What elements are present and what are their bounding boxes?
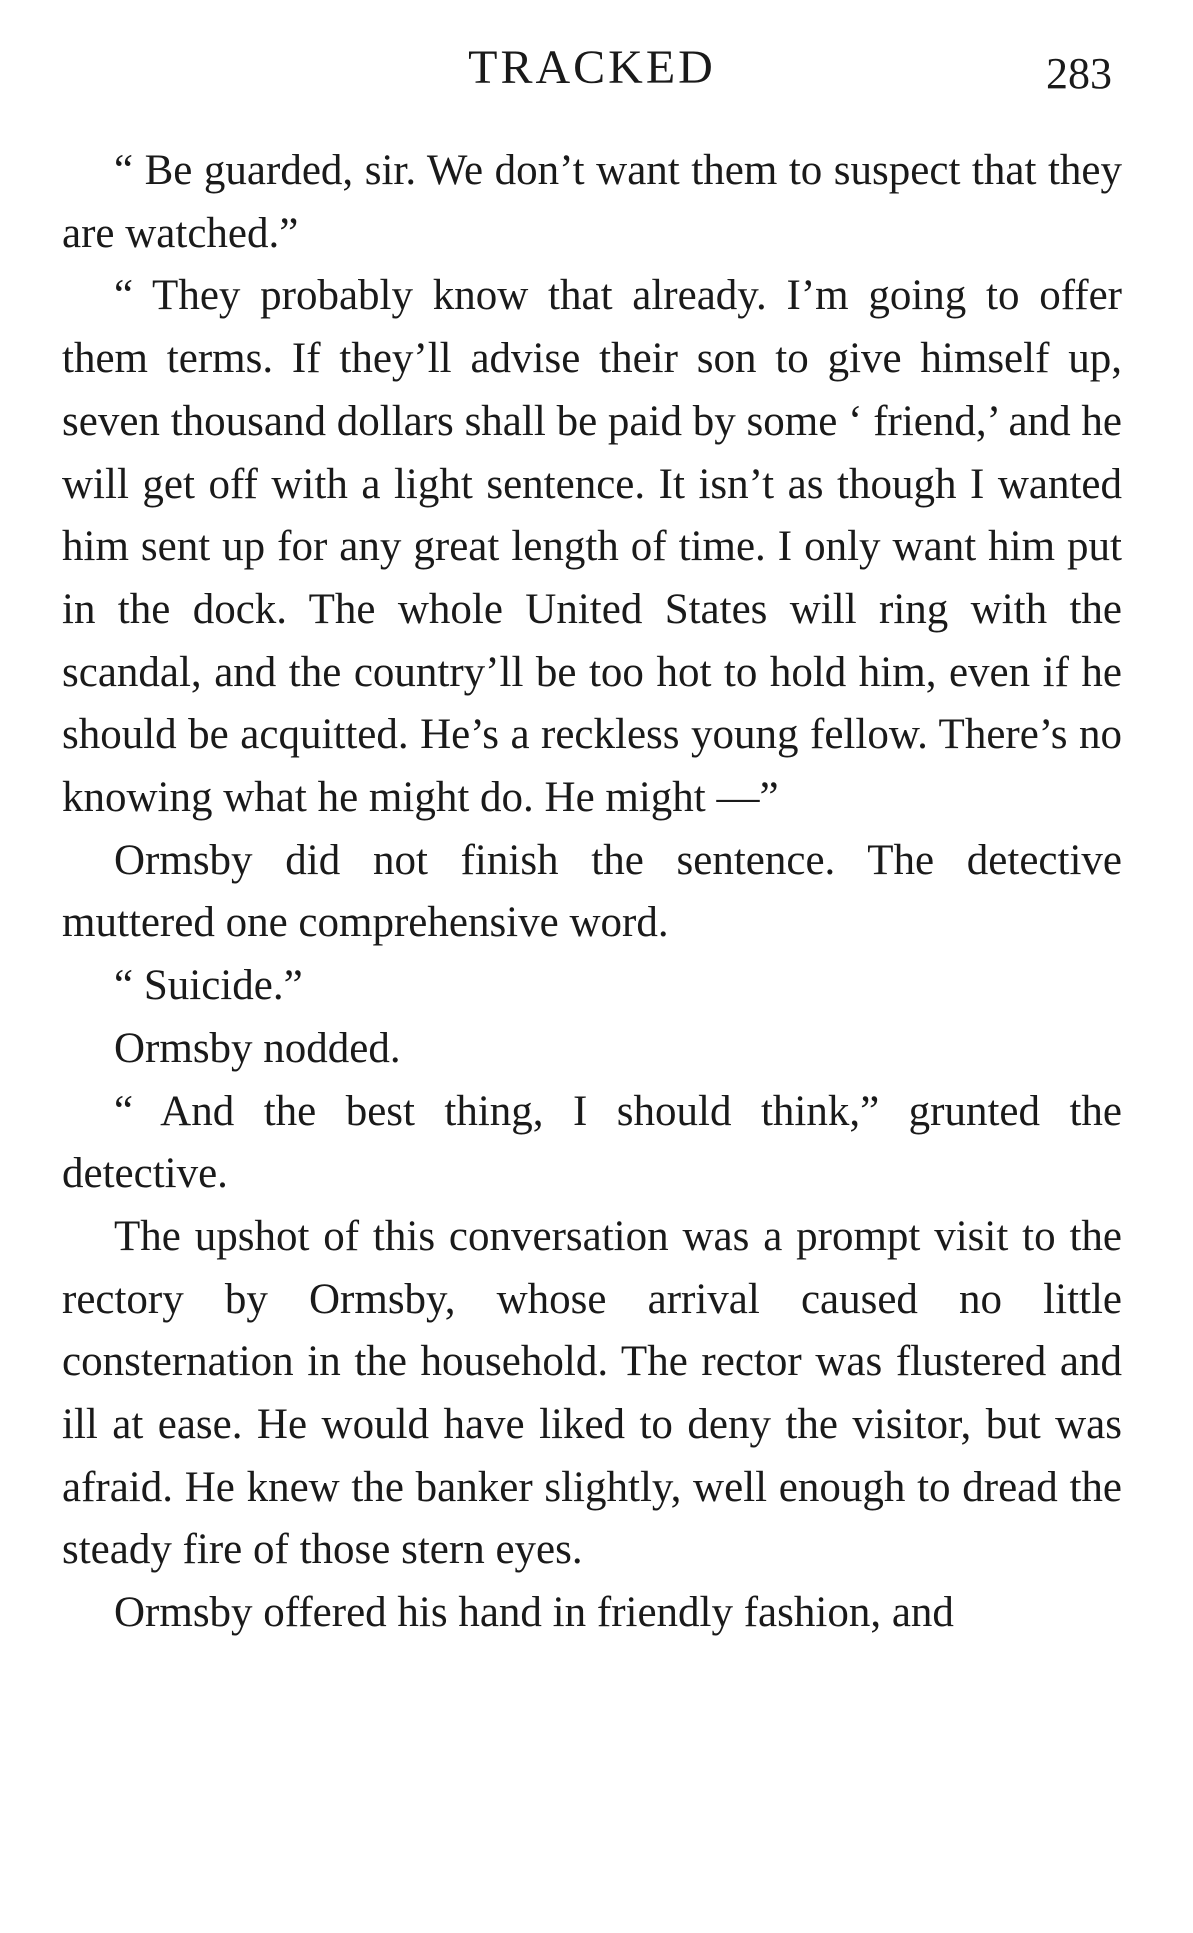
paragraph: Ormsby did not finish the sentence. The detective muttered one comprehensive word. xyxy=(62,836,1122,947)
body-text xyxy=(62,140,1122,1645)
paragraph: “ And the best thing, I should think,” grunted the detective. xyxy=(62,1087,1122,1198)
paragraph: The upshot of this conversation was a prompt visit to the rectory by Ormsby, whose arrival caused no little consternation in the household. The rector was flustered and ill at ease. He would have liked to deny the visitor, but was afraid. He knew the banker slightly, well enough to dread the steady fire of those stern eyes. xyxy=(62,1212,1122,1574)
running-header xyxy=(62,38,1122,98)
paragraph: Ormsby nodded. xyxy=(114,1024,401,1072)
paragraph: Ormsby offered his hand in friendly fashion, and xyxy=(114,1589,954,1637)
page-number: 283 xyxy=(1046,49,1112,98)
paragraph: “ Be guarded, sir. We don’t want them to suspect that they are watched.” xyxy=(62,147,1122,257)
chapter-title: TRACKED xyxy=(468,41,716,94)
paragraph: “ They probably know that already. I’m going to offer them terms. If they’ll advise their son to give himself up, seven thousand dollars shall be paid by some ‘ friend,’ and he will get off with a light sentence. It isn’t as though I wanted him sent up for any great length of time. I only want him put in the dock. The whole United States will ring with the scandal, and the country’ll be too hot to hold him, even if he should be acquitted. He’s a reckless young fellow. There’s no knowing what he might do. He might —” xyxy=(62,272,1122,822)
paragraph: “ Suicide.” xyxy=(114,962,303,1010)
